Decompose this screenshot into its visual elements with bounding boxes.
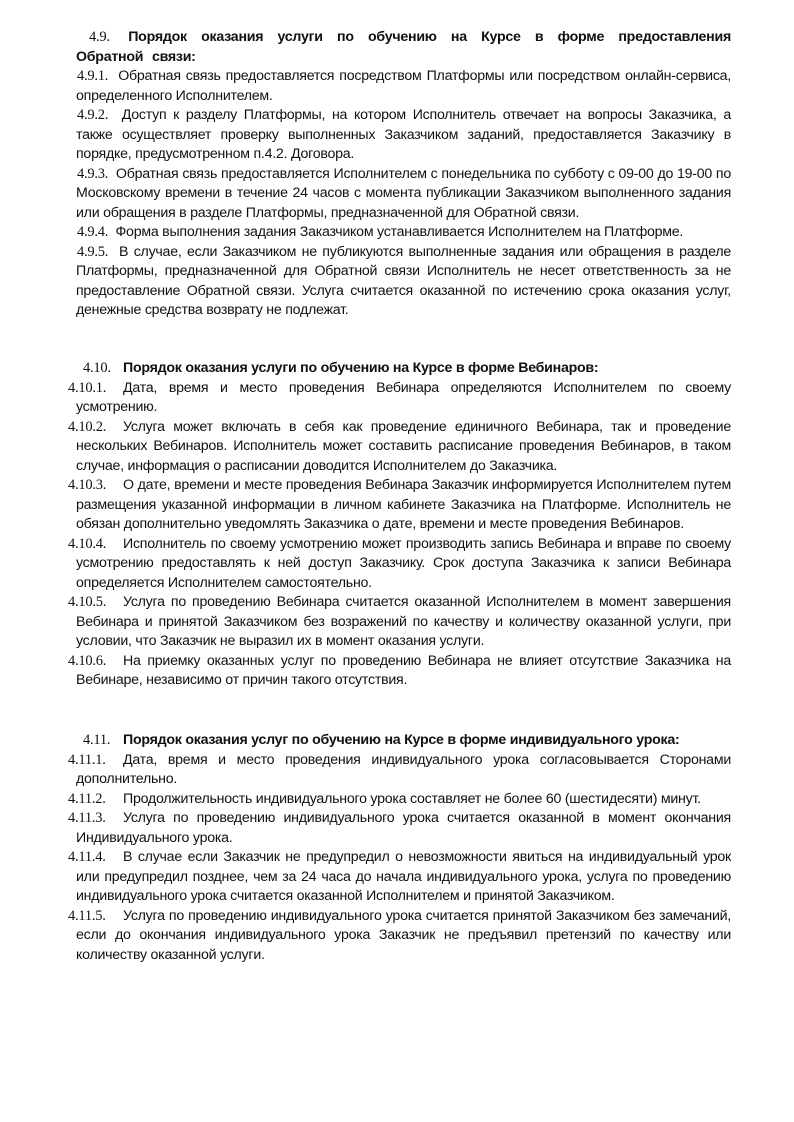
list-item: [68, 593, 731, 652]
item-number: 4.9.2.: [77, 107, 109, 123]
item-number: 4.9.4.: [77, 224, 109, 240]
section-4-10: [68, 359, 731, 691]
item-text: В случае если Заказчик не предупредил о невозможности явиться на индивидуальный урок или предупредил позднее, чем за 24 часа до начала индивидуального урока, услуга по проведению индивидуального урока считается оказанной Исполнителем и принятой Заказчиком.: [76, 849, 731, 904]
item-text: Продолжительность индивидуального урока составляет не более 60 (шестидесяти) минут.: [123, 790, 701, 807]
list-item: [68, 476, 731, 535]
section-number: 4.10.: [83, 360, 111, 376]
item-text: На приемку оказанных услуг по проведению Вебинара не влияет отсутствие Заказчика на Вебинаре, независимо от причин такого отсутствия.: [76, 652, 731, 688]
section-title: Порядок оказания услуг по обучению на Курсе в форме индивидуального урока:: [123, 732, 680, 748]
list-item: [76, 106, 731, 165]
item-text: Дата, время и место проведения индивидуального урока согласовывается Сторонами дополнительно.: [76, 751, 731, 787]
item-text: Услуга может включать в себя как проведение единичного Вебинара, так и проведение нескольких Вебинаров. Исполнитель может составить расписание проведения Вебинаров, в таком случае, информация о расписании доводится Исполнителем до Заказчика.: [76, 418, 731, 474]
item-number: 4.11.5.: [68, 907, 106, 924]
item-number: 4.11.1.: [68, 751, 106, 768]
list-item: [76, 223, 731, 243]
item-number: 4.10.3.: [68, 477, 107, 493]
list-item: [68, 809, 731, 848]
item-number: 4.9.3.: [77, 165, 109, 182]
item-text: Доступ к разделу Платформы, на котором Исполнитель отвечает на вопросы Заказчика, а также осуществляет проверку выполненных Заказчиком заданий, предоставляется Заказчику в порядке, предусмотренном п.4.2. Договора.: [76, 107, 731, 162]
item-number: 4.9.5.: [77, 243, 109, 260]
item-text: Услуга по проведению Вебинара считается оказанной Исполнителем в момент завершения Вебинара и принятой Заказчиком без возражений по качеству и количеству оказанной услуги, при условии, что Заказчик не выразил их в момент оказания услуги.: [76, 594, 731, 649]
item-text: Услуга по проведению индивидуального урока считается оказанной в момент окончания Индивидуального урока.: [76, 810, 731, 846]
list-item: [68, 418, 731, 477]
item-number: 4.10.2.: [68, 418, 107, 435]
item-number: 4.10.5.: [68, 594, 107, 610]
section-number: 4.9.: [89, 29, 110, 45]
section-title: Порядок оказания услуги по обучению на Курсе в форме Вебинаров:: [123, 360, 599, 376]
item-number: 4.11.2.: [68, 790, 106, 807]
item-number: 4.10.6.: [68, 652, 107, 669]
list-item: [76, 165, 731, 224]
item-text: Обратная связь предоставляется Исполнителем с понедельника по субботу с 09-00 до 19-00 по Московскому времени в течение 24 часов с момента публикации Заказчиком выполненного задания или обращения в разделе Платформы, предназначенной для Обратной связи.: [76, 165, 731, 221]
section-title: Порядок оказания услуги по обучению на Курсе в форме предоставления Обратной связи:: [76, 29, 731, 65]
section-heading: [76, 359, 731, 379]
item-number: 4.10.1.: [68, 379, 107, 396]
item-text: Обратная связь предоставляется посредством Платформы или посредством онлайн-сервиса, определенного Исполнителем.: [76, 68, 731, 104]
item-number: 4.10.4.: [68, 535, 107, 552]
list-item: [76, 67, 731, 106]
item-text: Услуга по проведению индивидуального урока считается принятой Заказчиком без замечаний, если до окончания индивидуального урока Заказчик не предъявил претензий по качеству или количеству оказанной услуги.: [76, 907, 731, 963]
section-number: 4.11.: [83, 732, 111, 748]
list-item: [68, 379, 731, 418]
item-text: Дата, время и место проведения Вебинара определяются Исполнителем по своему усмотрению.: [76, 379, 731, 415]
item-number: 4.11.4.: [68, 849, 106, 865]
list-item: [76, 243, 731, 321]
item-text: Исполнитель по своему усмотрению может производить запись Вебинара и вправе по своему усмотрению предоставлять к ней доступ Заказчику. Срок доступа Заказчика к записи Вебинара определяется Исполнителем самостоятельно.: [76, 535, 731, 591]
section-heading: [76, 28, 731, 67]
item-number: 4.9.1.: [77, 68, 109, 84]
section-heading: [76, 731, 731, 751]
list-item: [68, 907, 731, 966]
list-item: [68, 790, 731, 810]
item-text: Форма выполнения задания Заказчиком устанавливается Исполнителем на Платформе.: [115, 224, 684, 240]
list-item: [68, 848, 731, 907]
item-number: 4.11.3.: [68, 810, 106, 826]
list-item: [68, 652, 731, 691]
list-item: [68, 535, 731, 594]
section-4-11: [68, 731, 731, 965]
section-4-9: [76, 28, 731, 321]
item-text: В случае, если Заказчиком не публикуются выполненные задания или обращения в разделе Платформы, предназначенной для Обратной связи Исполнитель не несет ответственность за не предоставление Обратной связи. Услуга считается оказанной по истечению срока оказания услуг, денежные средства возврату не подлежат.: [76, 243, 732, 318]
item-text: О дате, времени и месте проведения Вебинара Заказчик информируется Исполнителем путем размещения указанной информации в личном кабинете Заказчика на Платформе. Исполнитель не обязан дополнительно уведомлять Заказчика о дате, времени и месте проведения Вебинаров.: [76, 477, 731, 532]
list-item: [68, 751, 731, 790]
